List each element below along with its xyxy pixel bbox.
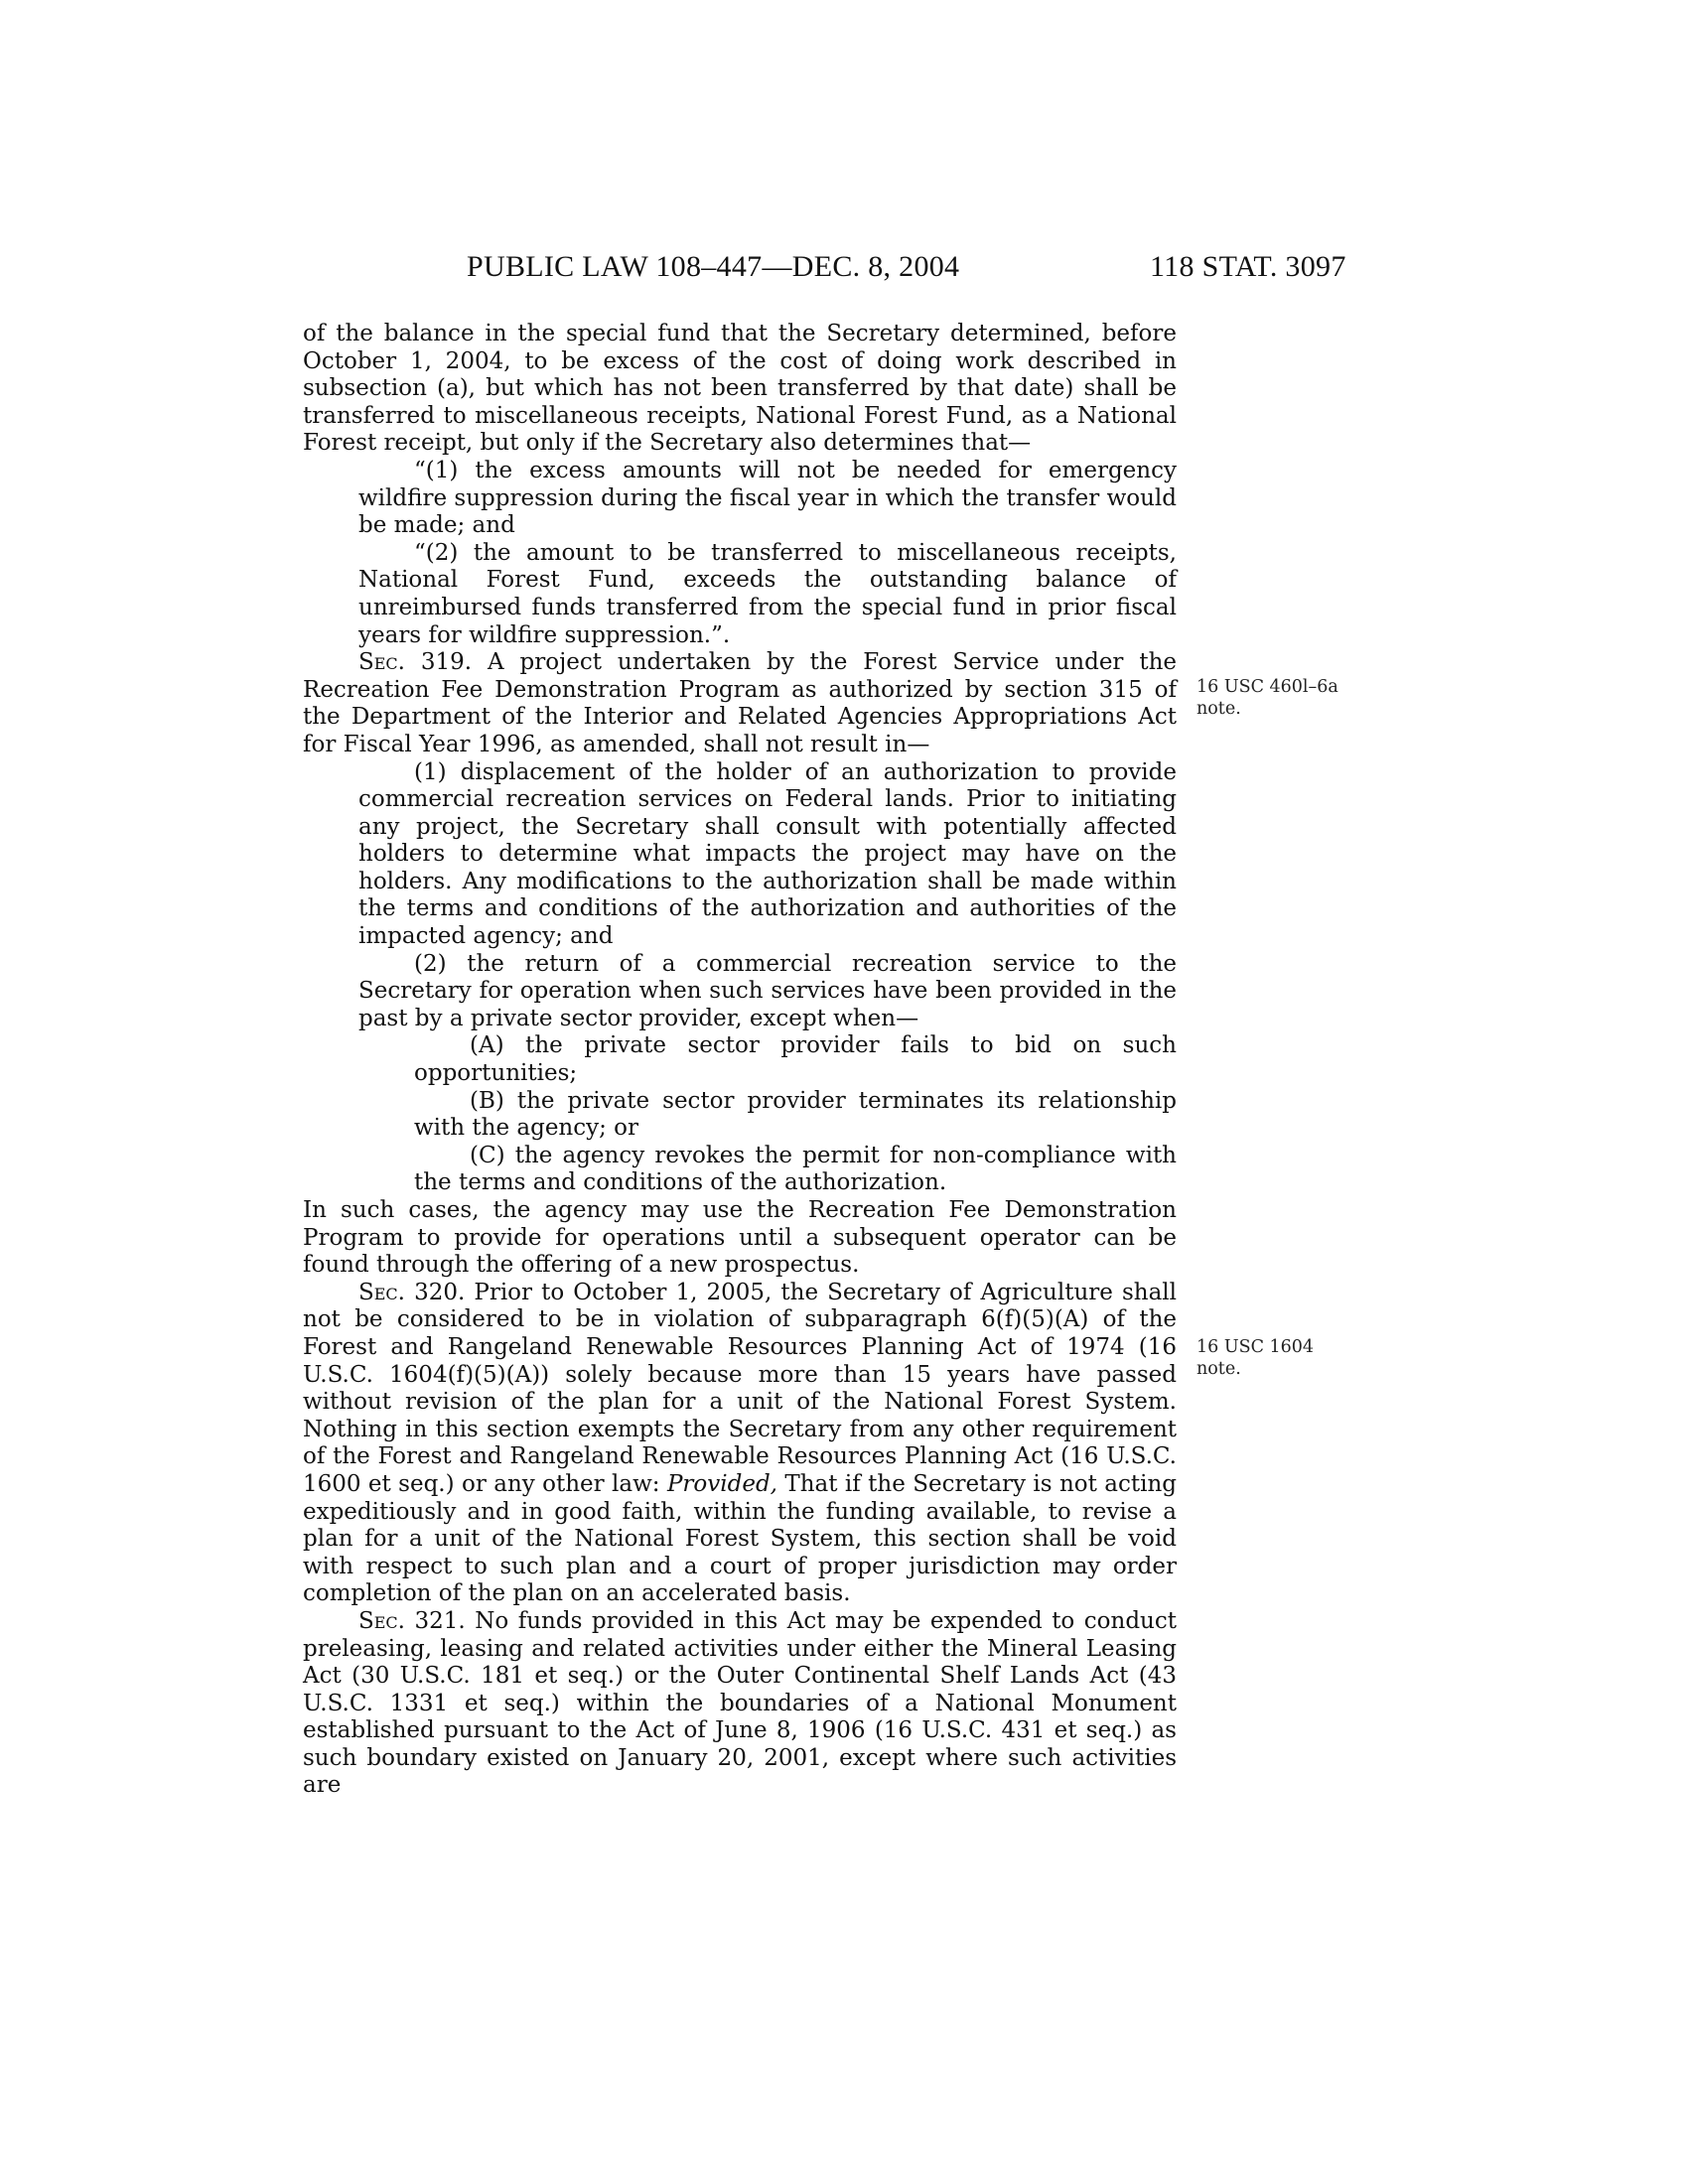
paragraph-clause-2: “(2) the amount to be transferred to miscellaneous receipts, National Forest Fund, exceeds the outstanding balance of unreimbursed funds transferred from the special fund in prior fiscal years for wildfire suppression.”. bbox=[358, 539, 1177, 648]
margin-note-line: 16 USC 460l–6a bbox=[1196, 677, 1338, 697]
document-body bbox=[303, 321, 1177, 1800]
running-header-title: PUBLIC LAW 108–447—DEC. 8, 2004 bbox=[467, 250, 960, 283]
margin-note-16usc460l bbox=[1196, 676, 1338, 720]
section-319 bbox=[303, 649, 1177, 758]
paragraph-319-2: (2) the return of a commercial recreation service to the Secretary for operation when such services have been provided in the past by a private sector provider, except when— bbox=[358, 950, 1177, 1031]
paragraph-319-flush: In such cases, the agency may use the Recreation Fee Demonstration Program to provide for operations until a subsequent operator can be found through the offering of a new prospectus. bbox=[303, 1197, 1177, 1279]
section-text: 321. No funds provided in this Act may be expended to conduct preleasing, leasing and related activities under either the Mineral Leasing Act (30 U.S.C. 181 et seq.) or the Outer Continental Shelf Lands Act (43 U.S.C. 1331 et seq.) within the boundaries of a National Monument established pursuant to the Act of June 8, 1906 (16 U.S.C. 431 et seq.) as such boundary existed on January 20, 2001, except where such activities are bbox=[303, 1607, 1177, 1799]
paragraph-clause-1: “(1) the excess amounts will not be needed for emergency wildfire suppression during the fiscal year in which the transfer would be made; and bbox=[358, 457, 1177, 539]
section-label: Sec. bbox=[358, 649, 405, 676]
section-320 bbox=[303, 1280, 1177, 1608]
paragraph-319-2-A: (A) the private sector provider fails to bid on such opportunities; bbox=[414, 1032, 1177, 1087]
margin-note-line: note. bbox=[1196, 699, 1241, 719]
section-text: 320. Prior to October 1, 2005, the Secretary of Agriculture shall not be considered to be in violation of subparagraph 6(f)(5)(A) of the Forest and Rangeland Renewable Resources Planning Act of 1974 (16 U.S.C. 1604(f)(5)(A)) solely because more than 15 years have passed without revision of the plan for a unit of the National Forest System. Nothing in this section exempts the Secretary from any other requirement of the Forest and Rangeland Renewable Resources Planning Act (16 U.S.C. 1600 et seq.) or any other law: bbox=[303, 1279, 1177, 1497]
section-321 bbox=[303, 1608, 1177, 1800]
provided-italic: Provided, bbox=[666, 1470, 777, 1497]
paragraph-319-2-C: (C) the agency revokes the permit for non-compliance with the terms and conditions of the authorization. bbox=[414, 1142, 1177, 1196]
paragraph-319-2-B: (B) the private sector provider terminates its relationship with the agency; or bbox=[414, 1087, 1177, 1142]
paragraph-continuation: of the balance in the special fund that the Secretary determined, before October 1, 2004, to be excess of the cost of doing work described in subsection (a), but which has not been transferred by that date) shall be transferred to miscellaneous receipts, National Forest Fund, as a National Forest receipt, but only if the Secretary also determines that— bbox=[303, 321, 1177, 457]
margin-note-line: note. bbox=[1196, 1359, 1241, 1379]
running-header-page-number: 118 STAT. 3097 bbox=[1150, 250, 1346, 283]
paragraph-319-1: (1) displacement of the holder of an authorization to provide commercial recreation services on Federal lands. Prior to initiating any project, the Secretary shall consult with potentially affected holders to determine what impacts the project may have on the holders. Any modifications to the authorization shall be made within the terms and conditions of the authorization and authorities of the impacted agency; and bbox=[358, 758, 1177, 950]
margin-note-16usc1604 bbox=[1196, 1336, 1314, 1380]
section-text: 319. A project undertaken by the Forest Service under the Recreation Fee Demonstration Program as authorized by section 315 of the Department of the Interior and Related Agencies Appropriations Act for Fiscal Year 1996, as amended, shall not result in— bbox=[303, 649, 1177, 757]
section-label: Sec. bbox=[358, 1607, 405, 1634]
section-label: Sec. bbox=[358, 1279, 405, 1305]
section-text: That if the Secretary is not acting expeditiously and in good faith, within the funding available, to revise a plan for a unit of the National Forest System, this section shall be void with respect to such plan and a court of proper jurisdiction may order completion of the plan on an accelerated basis. bbox=[303, 1470, 1177, 1607]
margin-note-line: 16 USC 1604 bbox=[1196, 1337, 1315, 1357]
